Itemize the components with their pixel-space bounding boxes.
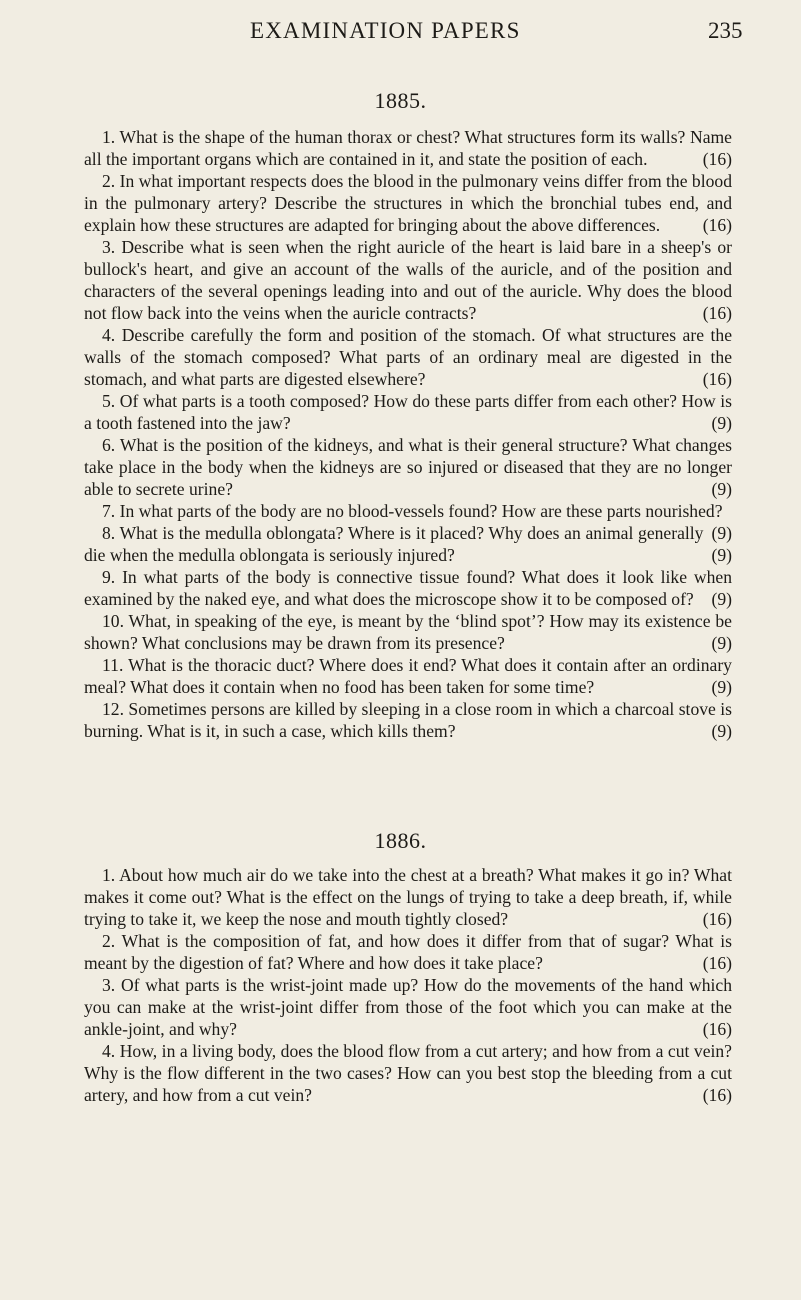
- question-marks: (16): [702, 303, 732, 323]
- question-marks: (9): [711, 633, 732, 653]
- question-1885-12: [84, 698, 732, 742]
- question-text: Describe carefully the form and position of the stomach. Of what structures are the walls of the stomach composed? What parts of an ordinary meal are digested in the stomach, and what parts are digested elsewhere?: [84, 325, 732, 389]
- question-marks: (16): [702, 953, 732, 973]
- question-1885-8: [84, 522, 732, 566]
- question-text: Describe what is seen when the right auricle of the heart is laid bare in a sheep's or bullock's heart, and give an account of the walls of the auricle, and of the position and characters of the several openings leading into and out of the auricle. Why does the blood not flow back into the veins when the auricle contracts?: [84, 237, 732, 323]
- question-number: 2.: [102, 931, 116, 951]
- question-text: What is the position of the kidneys, and what is their general structure? What changes take place in the body when the kidneys are so injured or diseased that they are no longer able to secrete urine?: [84, 435, 732, 499]
- question-1886-3: [84, 974, 732, 1040]
- question-number: 10.: [102, 611, 124, 631]
- question-1885-2: [84, 170, 732, 236]
- question-marks: (9): [711, 545, 732, 565]
- question-text: How, in a living body, does the blood flow from a cut artery; and how from a cut vein? Why is the flow different in the two cases? How can you best stop the bleeding from a cut artery, and how from a cut vein?: [84, 1041, 732, 1105]
- question-number: 6.: [102, 435, 116, 455]
- question-number: 9.: [102, 567, 116, 587]
- question-1885-9: [84, 566, 732, 610]
- question-text: In what important respects does the blood in the pulmonary veins differ from the blood in the pulmonary artery? Describe the structures in which the bronchial tubes end, and explain how these structures are adapted for bringing about the above differences.: [84, 171, 732, 235]
- question-number: 4.: [102, 1041, 116, 1061]
- question-1886-4: [84, 1040, 732, 1106]
- question-1885-6: [84, 434, 732, 500]
- question-number: 11.: [102, 655, 124, 675]
- question-number: 3.: [102, 975, 116, 995]
- question-text: Of what parts is the wrist-joint made up? How do the movements of the hand which you can make at the wrist-joint differ from those of the foot which you can make at the ankle-joint, and why?: [84, 975, 733, 1039]
- question-text: Of what parts is a tooth composed? How do these parts differ from each other? How is a tooth fastened into the jaw?: [84, 391, 732, 433]
- question-number: 5.: [102, 391, 116, 411]
- page-number: 235: [708, 18, 743, 43]
- question-marks: (9): [711, 523, 732, 543]
- section-year-1886: 1886.: [374, 828, 427, 853]
- question-1885-11: [84, 654, 732, 698]
- question-1885-3: [84, 236, 732, 324]
- question-text: Sometimes persons are killed by sleeping in a close room in which a charcoal stove is burning. What is it, in such a case, which kills them?: [84, 699, 732, 741]
- question-list-1886: [84, 864, 732, 1106]
- running-title: EXAMINATION PAPERS: [250, 18, 521, 43]
- question-number: 12.: [102, 699, 124, 719]
- question-text: What, in speaking of the eye, is meant by the ‘blind spot’? How may its existence be shown? What conclusions may be drawn from its presence?: [84, 611, 732, 653]
- question-marks: (9): [711, 677, 732, 697]
- question-marks: (9): [711, 413, 732, 433]
- question-text: In what parts of the body are no blood-vessels found? How are these parts nourished?: [119, 501, 723, 521]
- running-head: [0, 18, 801, 54]
- question-marks: (16): [702, 149, 732, 169]
- question-marks: (9): [711, 479, 732, 499]
- question-number: 8.: [102, 523, 116, 543]
- question-marks: (16): [702, 1085, 732, 1105]
- question-marks: (9): [711, 589, 732, 609]
- question-text: What is the thoracic duct? Where does it end? What does it contain after an ordinary meal? What does it contain when no food has been taken for some time?: [84, 655, 732, 697]
- question-number: 7.: [102, 501, 116, 521]
- question-marks: (16): [702, 909, 732, 929]
- question-1885-4: [84, 324, 732, 390]
- question-1885-7: [84, 500, 732, 543]
- question-number: 2.: [102, 171, 116, 191]
- question-marks: (9): [711, 721, 732, 741]
- question-1886-2: [84, 930, 732, 974]
- question-number: 1.: [102, 127, 116, 147]
- question-text: What is the composition of fat, and how does it differ from that of sugar? What is meant by the digestion of fat? Where and how does it take place?: [84, 931, 732, 973]
- question-marks: (16): [702, 369, 732, 389]
- question-text: What is the shape of the human thorax or chest? What structures form its walls? Name all the important organs which are contained in it, and state the position of each.: [84, 127, 732, 169]
- question-number: 4.: [102, 325, 116, 345]
- question-list-1885: [84, 126, 732, 742]
- question-1886-1: [84, 864, 732, 930]
- question-1885-10: [84, 610, 732, 654]
- question-text: In what parts of the body is connective tissue found? What does it look like when examined by the naked eye, and what does the microscope show it to be composed of?: [84, 567, 732, 609]
- question-1885-1: [84, 126, 732, 170]
- question-number: 3.: [102, 237, 116, 257]
- section-year-1885: 1885.: [374, 88, 427, 113]
- question-1885-5: [84, 390, 732, 434]
- question-text: What is the medulla oblongata? Where is it placed? Why does an animal generally die when the medulla oblongata is seriously injured?: [84, 523, 704, 565]
- question-number: 1.: [102, 865, 116, 885]
- question-text: About how much air do we take into the chest at a breath? What makes it go in? What makes it come out? What is the effect on the lungs of trying to take a deep breath, if, while trying to take it, we keep the nose and mouth tightly closed?: [84, 865, 732, 929]
- question-marks: (16): [702, 1019, 732, 1039]
- question-marks: (16): [702, 215, 732, 235]
